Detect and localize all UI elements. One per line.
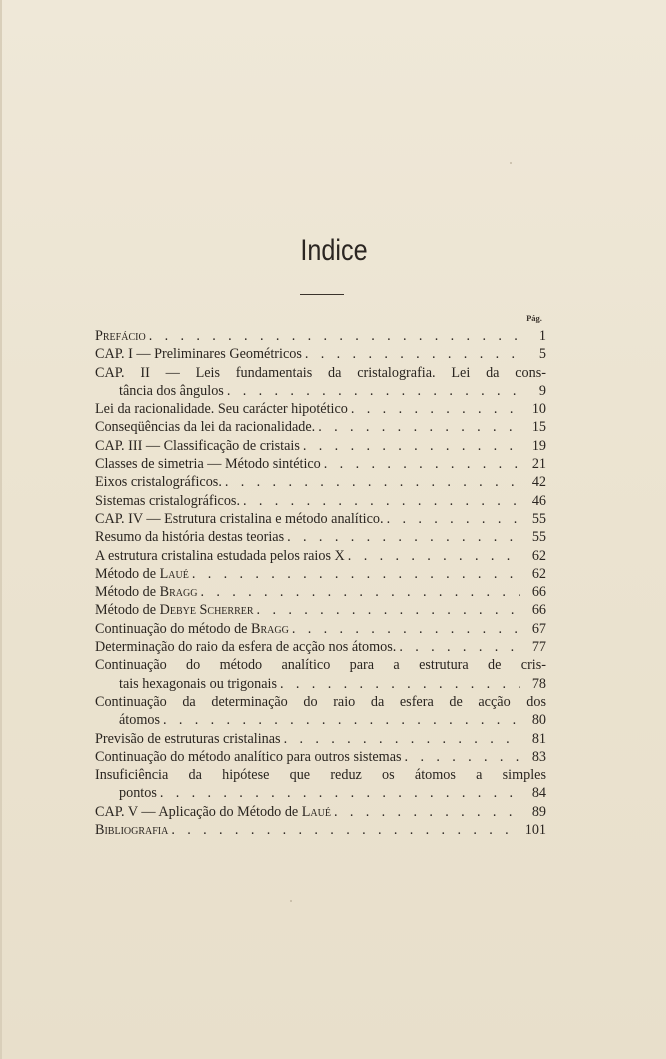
- toc-entry-row: [95, 821, 546, 839]
- toc-entry: [95, 345, 546, 363]
- toc-entry: [95, 437, 546, 455]
- toc-entry: [95, 327, 546, 345]
- dot-leader: [171, 821, 520, 839]
- toc-entry-row: [95, 547, 546, 565]
- toc-entry: [95, 510, 546, 528]
- toc-page-number: 81: [531, 730, 546, 747]
- table-of-contents: [95, 327, 546, 839]
- toc-page-number: 10: [531, 401, 546, 418]
- toc-entry-row: [95, 510, 546, 528]
- toc-entry-title-prefix: CAP. V — Aplicação do Método de: [95, 803, 302, 820]
- toc-entry-row: [95, 675, 546, 693]
- toc-page-number: 19: [531, 437, 546, 454]
- toc-entry-first-line: CAP. II — Leis fundamentais da cristalografia. Lei da cons-: [95, 364, 546, 381]
- toc-entry-title: tância dos ângulos: [119, 382, 224, 399]
- toc-entry: [95, 473, 546, 491]
- toc-entry-row: [95, 455, 546, 473]
- toc-entry-row: [95, 345, 546, 363]
- dot-leader: [200, 583, 520, 601]
- toc-page-number: 80: [531, 712, 546, 729]
- toc-entry-title: Classes de simetria — Método sintético: [95, 456, 321, 473]
- toc-entry-row: [95, 473, 546, 491]
- dot-leader: [149, 327, 520, 345]
- toc-entry-row: [95, 601, 546, 619]
- toc-entry-title: Continuação do método analítico para outros sistemas: [95, 748, 402, 765]
- toc-entry: [95, 766, 546, 803]
- toc-entry: [95, 730, 546, 748]
- toc-entry: [95, 547, 546, 565]
- toc-page-number: 77: [531, 639, 546, 656]
- toc-page-number: 62: [531, 547, 546, 564]
- toc-entry: [95, 583, 546, 601]
- dot-leader: [192, 565, 520, 583]
- dot-leader: [405, 748, 520, 766]
- toc-entry-title: [95, 565, 189, 583]
- dot-leader: [257, 601, 520, 619]
- toc-entry-title: CAP. IV — Estrutura cristalina e método analítico.: [95, 510, 384, 527]
- toc-entry-title-prefix: Método de: [95, 602, 160, 619]
- toc-entry-title-name: Debye Scherrer: [159, 602, 254, 619]
- toc-page-number: 67: [531, 620, 546, 637]
- toc-page-number: 15: [531, 419, 546, 436]
- dot-leader: [287, 528, 520, 546]
- dot-leader: [163, 711, 520, 729]
- toc-entry-first-line: Continuação do método analítico para a estrutura de cris-: [95, 657, 546, 674]
- toc-page-number: 5: [538, 346, 546, 363]
- dot-leader: [387, 510, 520, 528]
- dot-leader: [318, 418, 520, 436]
- toc-entry-title-name: Bragg: [159, 584, 198, 601]
- toc-page-number: 66: [531, 602, 546, 619]
- dot-leader: [324, 455, 520, 473]
- toc-entry-first-line: Insuficiência da hipótese que reduz os átomos a simples: [95, 767, 546, 784]
- toc-page-number: 84: [531, 785, 546, 802]
- toc-entry-first-line: Continuação da determinação do raio da esfera de acção dos: [95, 693, 546, 710]
- toc-page-number: 42: [531, 474, 546, 491]
- dot-leader: [305, 345, 520, 363]
- toc-entry-row: [95, 528, 546, 546]
- toc-page-number: 89: [531, 803, 546, 820]
- toc-entry-row: [95, 327, 546, 345]
- toc-entry: [95, 364, 546, 401]
- toc-entry: [95, 565, 546, 583]
- toc-entry: [95, 620, 546, 638]
- title-rule: [300, 294, 344, 295]
- toc-page-number: 83: [531, 748, 546, 765]
- toc-entry: [95, 821, 546, 839]
- dot-leader: [160, 784, 520, 802]
- toc-page-number: 9: [538, 382, 546, 399]
- toc-page-number: 66: [531, 584, 546, 601]
- dot-leader: [334, 803, 520, 821]
- toc-entry: [95, 528, 546, 546]
- toc-page-number: 78: [531, 675, 546, 692]
- toc-entry-row: [95, 583, 546, 601]
- toc-page-number: 62: [531, 565, 546, 582]
- toc-entry: [95, 400, 546, 418]
- dot-leader: [227, 382, 520, 400]
- toc-page-number: 21: [531, 456, 546, 473]
- toc-entry-title: [95, 620, 289, 638]
- toc-entry-row: [95, 711, 546, 729]
- toc-entry: [95, 492, 546, 510]
- toc-entry-row: [95, 748, 546, 766]
- toc-entry-title-name: Laué: [159, 565, 189, 582]
- toc-entry-row: [95, 437, 546, 455]
- toc-page-number: 46: [531, 492, 546, 509]
- dot-leader: [348, 547, 520, 565]
- toc-entry-title-name: Laué: [301, 803, 331, 820]
- toc-entry: [95, 693, 546, 730]
- toc-entry-row: [95, 400, 546, 418]
- dot-leader: [225, 473, 520, 491]
- toc-entry-title: tais hexagonais ou trigonais: [119, 675, 278, 692]
- page-column-label: Pág.: [526, 313, 542, 323]
- toc-entry-title: Eixos cristalográficos.: [95, 474, 222, 491]
- toc-entry-title-prefix: Método de: [95, 584, 160, 601]
- toc-entry-title: A estrutura cristalina estudada pelos raios X: [95, 547, 345, 564]
- toc-entry-title: Sistemas cristalográficos.: [95, 492, 240, 509]
- toc-entry: [95, 601, 546, 619]
- toc-entry-title: Lei da racionalidade. Seu carácter hipotético: [95, 401, 348, 418]
- toc-page-number: 101: [524, 822, 546, 839]
- toc-entry: [95, 455, 546, 473]
- toc-entry-row: [95, 382, 546, 400]
- toc-entry-title: CAP. III — Classificação de cristais: [95, 437, 300, 454]
- toc-entry-title: Previsão de estruturas cristalinas: [95, 730, 281, 747]
- toc-entry-title: Resumo da história destas teorias: [95, 529, 285, 546]
- toc-entry: [95, 418, 546, 436]
- toc-entry-title: Determinação do raio da esfera de acção nos átomos.: [95, 639, 397, 656]
- dot-leader: [284, 730, 520, 748]
- paper-speck: [290, 900, 292, 902]
- dot-leader: [243, 492, 520, 510]
- toc-entry-row: [95, 492, 546, 510]
- toc-entry-title: pontos: [119, 785, 157, 802]
- dot-leader: [399, 638, 520, 656]
- toc-entry-row: [95, 784, 546, 802]
- toc-entry-title: Bibliografia: [95, 822, 169, 839]
- toc-entry-row: [95, 730, 546, 748]
- toc-entry-title: [95, 803, 331, 821]
- toc-entry-title-prefix: Continuação do método de: [95, 620, 252, 637]
- paper-speck: [510, 162, 512, 164]
- toc-entry-row: [95, 638, 546, 656]
- toc-entry: [95, 638, 546, 656]
- toc-entry-row: [95, 565, 546, 583]
- toc-entry-title-prefix: Método de: [95, 565, 160, 582]
- toc-page-number: 55: [531, 529, 546, 546]
- toc-page-number: 1: [538, 328, 546, 344]
- toc-entry-row: [95, 620, 546, 638]
- toc-entry: [95, 656, 546, 693]
- toc-page-number: 55: [531, 510, 546, 527]
- dot-leader: [292, 620, 520, 638]
- dot-leader: [351, 400, 520, 418]
- toc-entry-title: [95, 601, 254, 619]
- dot-leader: [280, 675, 520, 693]
- toc-entry: [95, 803, 546, 821]
- toc-entry-title: CAP. I — Preliminares Geométricos: [95, 346, 302, 363]
- page-title: Indice: [300, 234, 368, 267]
- toc-entry-title: Prefácio: [95, 328, 146, 344]
- toc-entry-title: Conseqüências da lei da racionalidade.: [95, 419, 316, 436]
- dot-leader: [303, 437, 520, 455]
- toc-entry-row: [95, 418, 546, 436]
- toc-entry-title: átomos: [119, 712, 160, 729]
- toc-entry-title-name: Bragg: [251, 620, 289, 637]
- toc-entry-title: [95, 583, 197, 601]
- toc-entry: [95, 748, 546, 766]
- toc-entry-row: [95, 803, 546, 821]
